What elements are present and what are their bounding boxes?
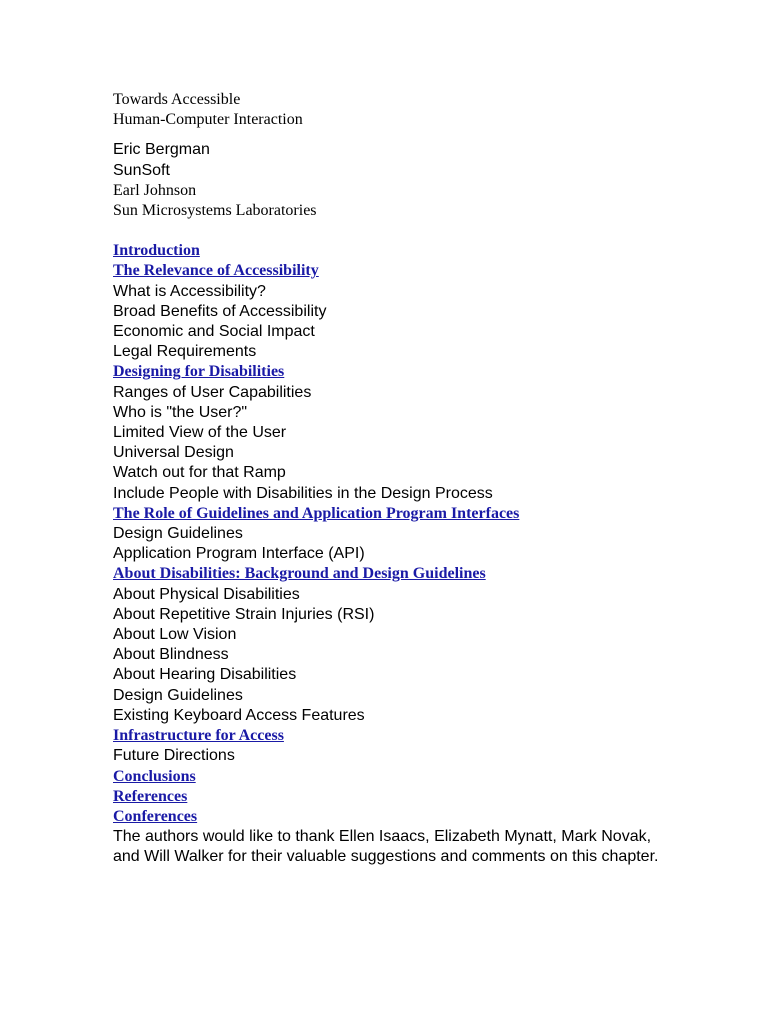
author-affiliation-1: SunSoft — [113, 161, 170, 179]
toc-link-relevance[interactable]: The Relevance of Accessibility — [113, 262, 319, 280]
title-line-1: Towards Accessible — [113, 91, 241, 108]
document-title — [113, 90, 673, 130]
toc-item: About Blindness — [113, 646, 229, 664]
toc-item: Broad Benefits of Accessibility — [113, 302, 327, 320]
acknowledgement-text: The authors would like to thank Ellen Isaacs, Elizabeth Mynatt, Mark Novak, and Will Walker for their valuable suggestions and comments on this chapter. — [113, 828, 659, 866]
toc-link-conferences[interactable]: Conferences — [113, 807, 198, 825]
toc-item: Limited View of the User — [113, 424, 287, 442]
toc-item: Ranges of User Capabilities — [113, 383, 312, 401]
toc-item: Future Directions — [113, 747, 235, 765]
toc-link-introduction[interactable]: Introduction — [113, 242, 200, 260]
toc-item: Design Guidelines — [113, 686, 243, 704]
author-name-1: Eric Bergman — [113, 141, 210, 159]
toc-item: Existing Keyboard Access Features — [113, 706, 365, 724]
toc-item: About Low Vision — [113, 626, 237, 644]
toc-item: Who is "the User?" — [113, 403, 248, 421]
document-page — [113, 90, 673, 868]
toc-link-conclusions[interactable]: Conclusions — [113, 767, 196, 785]
author-name-2: Earl Johnson — [113, 181, 197, 199]
toc-item: Universal Design — [113, 444, 234, 462]
toc-link-infrastructure[interactable]: Infrastructure for Access — [113, 727, 284, 745]
toc-item: About Physical Disabilities — [113, 585, 300, 603]
toc-item: Economic and Social Impact — [113, 323, 315, 341]
toc-item: What is Accessibility? — [113, 282, 266, 300]
authors-block — [113, 140, 673, 221]
toc-item: Design Guidelines — [113, 525, 243, 543]
table-of-contents — [113, 241, 673, 867]
toc-item: Legal Requirements — [113, 343, 257, 361]
toc-link-designing[interactable]: Designing for Disabilities — [113, 363, 285, 381]
toc-item: About Hearing Disabilities — [113, 666, 297, 684]
toc-item: About Repetitive Strain Injuries (RSI) — [113, 605, 375, 623]
toc-link-guidelines-role[interactable]: The Role of Guidelines and Application Program Interfaces — [113, 504, 520, 522]
toc-item: Watch out for that Ramp — [113, 464, 286, 482]
title-line-2: Human-Computer Interaction — [113, 111, 303, 129]
toc-item: Include People with Disabilities in the Design Process — [113, 484, 493, 502]
toc-link-references[interactable]: References — [113, 787, 188, 805]
toc-item: Application Program Interface (API) — [113, 545, 365, 563]
author-affiliation-2: Sun Microsystems Laboratories — [113, 202, 317, 220]
toc-link-about-disabilities[interactable]: About Disabilities: Background and Design Guidelines — [113, 565, 486, 583]
